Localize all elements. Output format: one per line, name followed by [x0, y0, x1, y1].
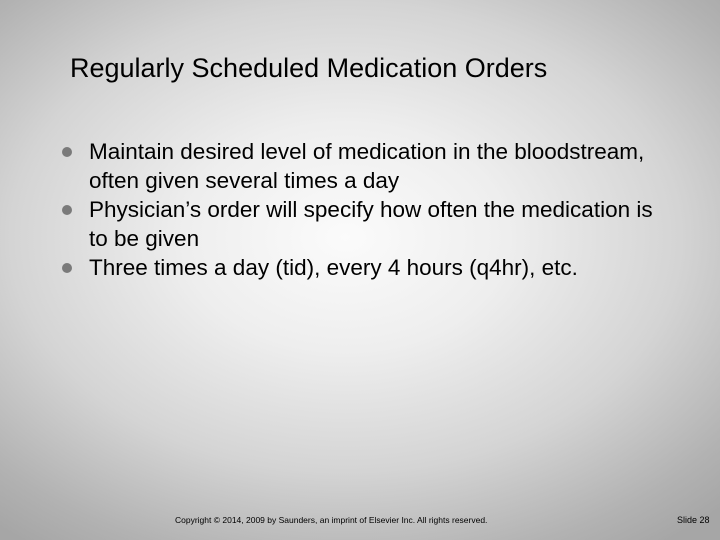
bullet-list: [62, 137, 662, 282]
bullet-item: [62, 137, 662, 195]
bullet-dot-icon: [62, 147, 72, 157]
slide-title: Regularly Scheduled Medication Orders: [70, 53, 548, 83]
bullet-dot-icon: [62, 263, 72, 273]
bullet-item: [62, 253, 662, 282]
copyright-notice: Copyright © 2014, 2009 by Saunders, an imprint of Elsevier Inc. All rights reserved.: [175, 515, 488, 525]
bullet-text: Physician’s order will specify how often the medication is to be given: [89, 197, 653, 251]
bullet-text: Three times a day (tid), every 4 hours (q4hr), etc.: [89, 255, 578, 280]
bullet-dot-icon: [62, 205, 72, 215]
bullet-text: Maintain desired level of medication in the bloodstream, often given several times a day: [89, 139, 645, 193]
bullet-item: [62, 195, 662, 253]
slide-number: Slide 28: [677, 515, 710, 525]
